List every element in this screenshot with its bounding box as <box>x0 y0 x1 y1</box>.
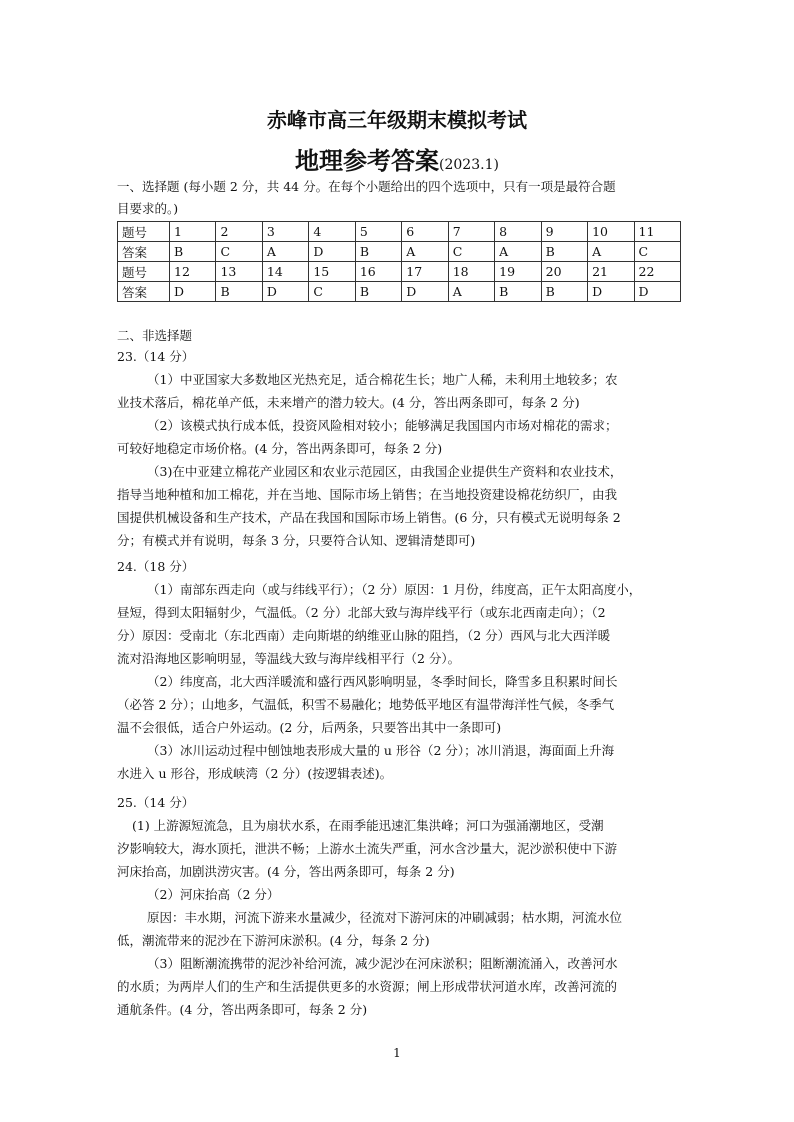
table-cell: 17 <box>402 262 448 282</box>
table-row <box>118 242 681 262</box>
q25-line: （3）阻断潮流携带的泥沙补给河流，减少泥沙在河床淤积；阻断潮流涌入，改善河水 <box>147 956 618 971</box>
q25-line: 低，潮流带来的泥沙在下游河床淤积。(4 分，每条 2 分) <box>117 933 430 948</box>
table-cell: 20 <box>541 262 587 282</box>
subtitle-text: 地理参考答案 <box>295 146 440 175</box>
table-cell: 22 <box>634 262 680 282</box>
q25-line: (1) 上游源短流急，且为扇状水系，在雨季能迅速汇集洪峰；河口为强涌潮地区，受潮 <box>132 818 604 833</box>
row-label: 答案 <box>118 282 170 302</box>
q24-line: （1）南部东西走向（或与纬线平行）；（2 分）原因：1 月份，纬度高，正午太阳高度小， <box>147 582 642 597</box>
table-cell: B <box>170 242 216 262</box>
q23-line: （1）中亚国家大多数地区光热充足，适合棉花生长；地广人稀，未利用土地较多；农 <box>147 372 618 387</box>
q24-line: （必答 2 分）；山地多，气温低，积雪不易融化；地势低平地区有温带海洋性气候，冬季气 <box>117 697 615 712</box>
q25-line: 河床抬高，加剧洪涝灾害。(4 分，答出两条即可，每条 2 分) <box>117 864 455 879</box>
table-cell: 10 <box>588 222 634 242</box>
table-cell: 19 <box>495 262 541 282</box>
q25-line: 汐影响较大，海水顶托，泄洪不畅；上游水土流失严重，河水含沙量大，泥沙淤积使中下游 <box>117 841 618 856</box>
table-cell: 6 <box>402 222 448 242</box>
table-cell: 5 <box>355 222 401 242</box>
q24-line: （2）纬度高，北大西洋暖流和盛行西风影响明显，冬季时间长，降雪多且积累时间长 <box>147 674 618 689</box>
table-cell: D <box>170 282 216 302</box>
table-cell: A <box>495 242 541 262</box>
table-cell: A <box>262 242 308 262</box>
table-cell: 21 <box>588 262 634 282</box>
q25-line: 通航条件。(4 分，答出两条即可，每条 2 分) <box>117 1002 368 1017</box>
table-row <box>118 282 681 302</box>
q23-line: 国提供机械设备和生产技术，产品在我国和国际市场上销售。(6 分，只有模式无说明每条 2 <box>117 510 621 525</box>
table-cell: A <box>448 282 494 302</box>
table-row <box>118 262 681 282</box>
q24-line: 分）原因：受南北（东北西南）走向斯堪的纳维亚山脉的阻挡，（2 分）西风与北大西洋暖 <box>117 628 611 643</box>
table-cell: 18 <box>448 262 494 282</box>
table-cell: 14 <box>262 262 308 282</box>
q24-line: 水进入 u 形谷，形成峡湾（2 分）(按逻辑表述)。 <box>117 766 393 781</box>
q25-line: （2）河床抬高（2 分） <box>147 887 280 902</box>
table-cell: 11 <box>634 222 680 242</box>
table-cell: B <box>495 282 541 302</box>
q23-line: 分；有模式并有说明，每条 3 分，只要符合认知、逻辑清楚即可) <box>117 533 476 548</box>
table-cell: D <box>262 282 308 302</box>
table-cell: 15 <box>309 262 355 282</box>
table-cell: B <box>541 242 587 262</box>
q24-line: 流对沿海地区影响明显，等温线大致与海岸线相平行（2 分）。 <box>117 651 461 666</box>
table-cell: 1 <box>170 222 216 242</box>
table-cell: B <box>216 282 262 302</box>
table-cell: 16 <box>355 262 401 282</box>
table-cell: D <box>309 242 355 262</box>
subtitle-date: (2023.1) <box>439 157 499 173</box>
q23-line: 可较好地稳定市场价格。(4 分，答出两条即可，每条 2 分) <box>117 441 443 456</box>
table-cell: 7 <box>448 222 494 242</box>
row-label: 答案 <box>118 242 170 262</box>
q24-header: 24.（18 分） <box>117 559 195 574</box>
page-subtitle <box>0 141 794 176</box>
table-cell: B <box>355 282 401 302</box>
table-cell: 4 <box>309 222 355 242</box>
q24-line: 昼短，得到太阳辐射少，气温低。（2 分）北部大致与海岸线平行（或东北西南走向）；（2 <box>117 605 606 620</box>
table-row <box>118 222 681 242</box>
table-cell: D <box>402 282 448 302</box>
q25-line: 的水质；为两岸人们的生产和生活提供更多的水资源；闸上形成带状河道水库，改善河流的 <box>117 979 618 994</box>
section2-heading: 二、非选择题 <box>117 328 193 343</box>
table-cell: 9 <box>541 222 587 242</box>
row-label: 题号 <box>118 222 170 242</box>
table-cell: 3 <box>262 222 308 242</box>
q23-line: （3)在中亚建立棉花产业园区和农业示范园区，由我国企业提供生产资料和农业技术， <box>147 464 623 479</box>
table-cell: C <box>309 282 355 302</box>
table-cell: 13 <box>216 262 262 282</box>
table-cell: 2 <box>216 222 262 242</box>
q25-header: 25.（14 分） <box>117 795 195 810</box>
section1-intro-line2: 目要求的。) <box>117 201 179 216</box>
section1-intro-line1: 一、选择题 (每小题 2 分，共 44 分。在每个小题给出的四个选项中，只有一项是最符合题 <box>117 179 616 194</box>
answer-table <box>117 221 681 302</box>
q24-line: （3）冰川运动过程中刨蚀地表形成大量的 u 形谷（2 分）；冰川消退，海面面上升海 <box>147 743 615 758</box>
q24-line: 温不会很低，适合户外运动。(2 分，后两条，只要答出其中一条即可) <box>117 720 502 735</box>
table-cell: A <box>588 242 634 262</box>
table-cell: D <box>634 282 680 302</box>
q23-line: 业技术落后，棉花单产低，未来增产的潜力较大。(4 分，答出两条即可，每条 2 分) <box>117 395 580 410</box>
q23-header: 23.（14 分） <box>117 349 195 364</box>
table-cell: B <box>355 242 401 262</box>
page-number: 1 <box>393 1046 401 1060</box>
table-cell: 12 <box>170 262 216 282</box>
q25-line: 原因：丰水期，河流下游来水量减少，径流对下游河床的冲刷减弱；枯水期，河流水位 <box>147 910 623 925</box>
table-cell: C <box>448 242 494 262</box>
table-cell: 8 <box>495 222 541 242</box>
q23-line: 指导当地种植和加工棉花，并在当地、国际市场上销售；在当地投资建设棉花纺织厂，由我 <box>117 487 618 502</box>
table-cell: D <box>588 282 634 302</box>
row-label: 题号 <box>118 262 170 282</box>
table-cell: C <box>216 242 262 262</box>
table-cell: B <box>541 282 587 302</box>
table-cell: C <box>634 242 680 262</box>
table-cell: A <box>402 242 448 262</box>
page-title: 赤峰市高三年级期末模拟考试 <box>267 108 527 132</box>
q23-line: （2）该模式执行成本低，投资风险相对较小；能够满足我国国内市场对棉花的需求； <box>147 418 618 433</box>
